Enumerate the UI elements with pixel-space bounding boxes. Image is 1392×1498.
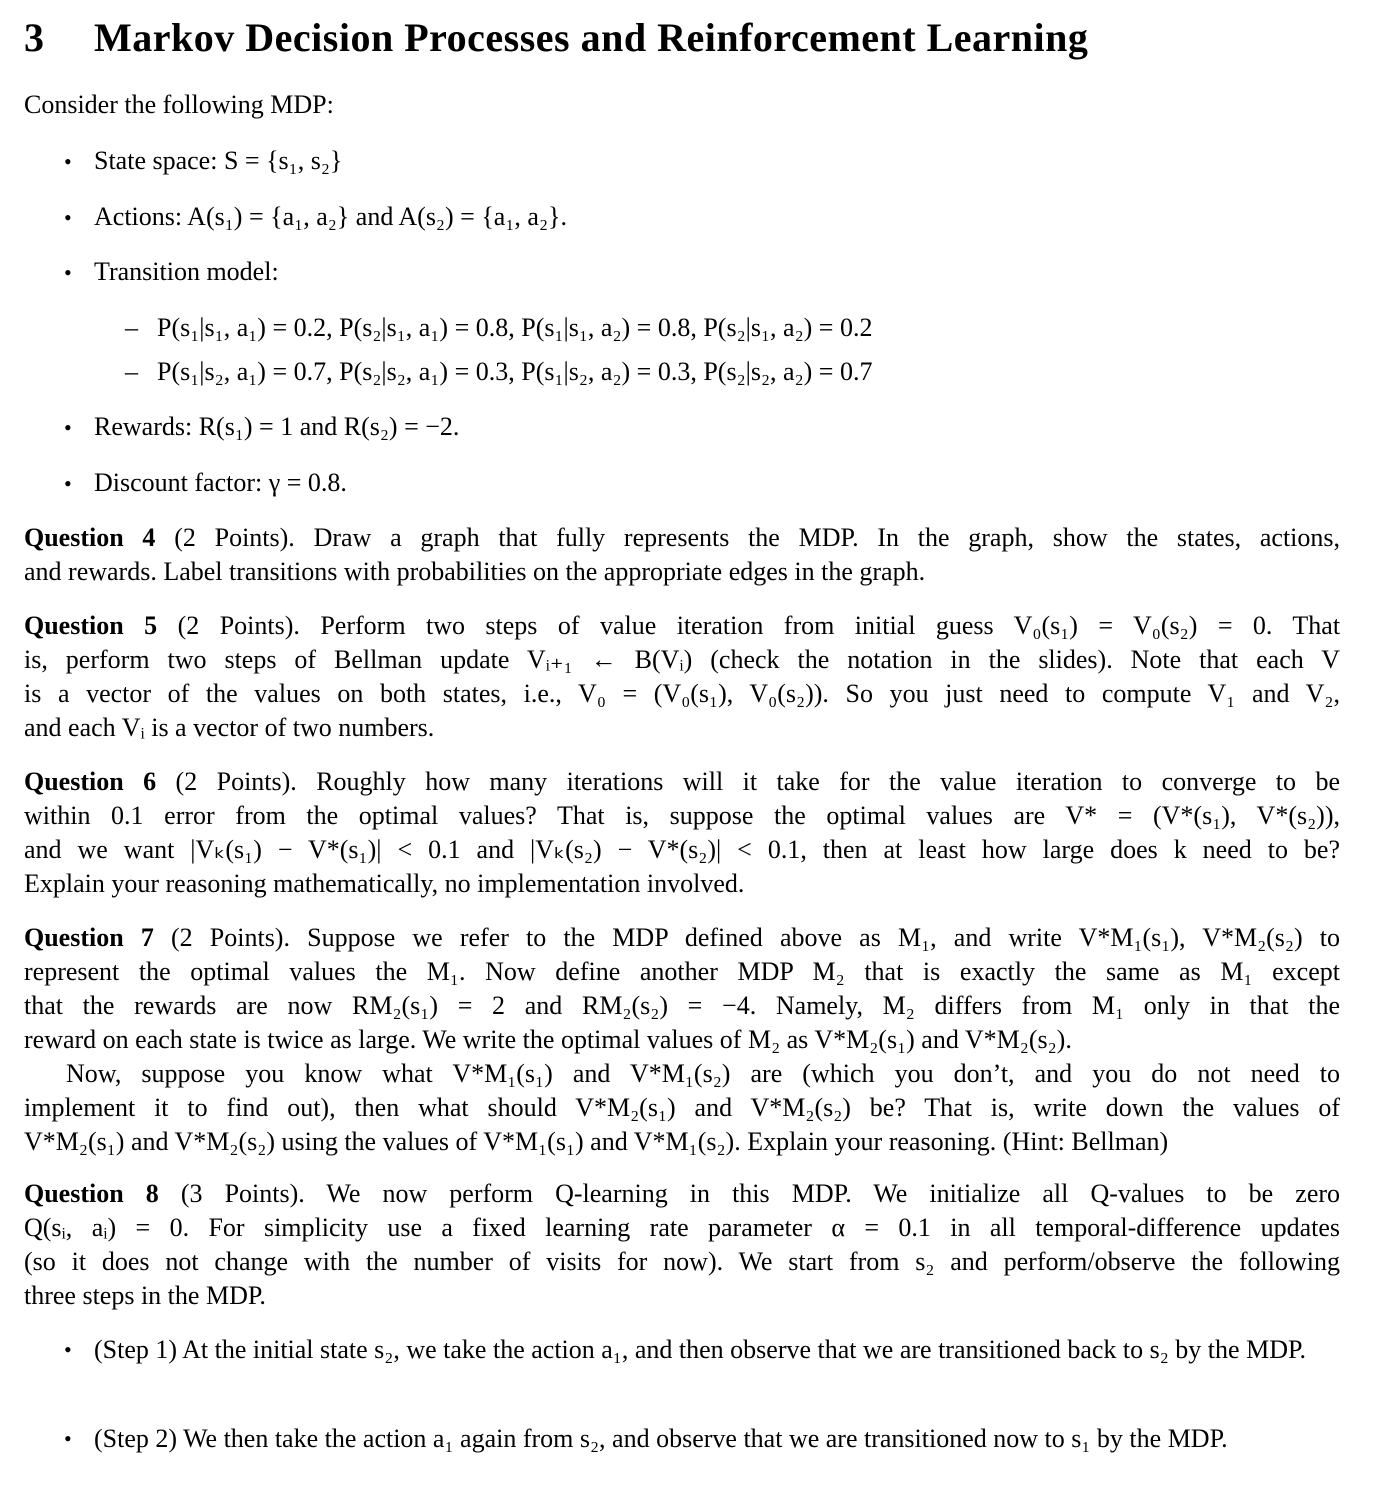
question-5	[24, 609, 1340, 745]
section-title: Markov Decision Processes and Reinforcement Learning	[94, 15, 1089, 60]
mdp-item-label: State space: S = {s₁, s₂}	[94, 146, 343, 175]
transition-text: P(s₁|s₁, a₁) = 0.2, P(s₂|s₁, a₁) = 0.8, P(s₁|s₁, a₂) = 0.8, P(s₂|s₁, a₂) = 0.2	[157, 313, 873, 342]
question-heading: Question 4	[24, 523, 156, 552]
question-points: (2 Points).	[170, 923, 290, 952]
transition-text: P(s₁|s₂, a₁) = 0.7, P(s₂|s₂, a₁) = 0.3, P(s₁|s₂, a₂) = 0.3, P(s₂|s₂, a₂) = 0.7	[157, 357, 873, 386]
step-item	[64, 1333, 1340, 1367]
question-line: three steps in the MDP.	[24, 1281, 266, 1310]
question-line: Q(sᵢ, aᵢ) = 0. For simplicity use a fixed learning rate parameter α = 0.1 in all temporal-difference updates	[24, 1213, 1340, 1242]
question-points: (2 Points).	[177, 611, 300, 640]
question-line	[24, 921, 1340, 955]
mdp-item-actions	[64, 200, 567, 235]
question-line: is a vector of the values on both states, i.e., V₀ = (V₀(s₁), V₀(s₂)). So you just need to compute V₁ and V₂,	[24, 679, 1340, 708]
bullet-icon: •	[64, 149, 72, 174]
step-text: (Step 2) We then take the action a₁ again from s₂, and observe that we are transitioned now to s₁ by the MDP.	[94, 1424, 1228, 1453]
question-heading: Question 6	[24, 767, 157, 796]
question-line: (so it does not change with the number of visits for now). We start from s₂ and perform/observe the following	[24, 1247, 1340, 1276]
question-line: implement it to find out), then what should V*M₂(s₁) and V*M₂(s₂) be? That is, write down the values of	[24, 1093, 1340, 1122]
question-line	[24, 609, 1340, 643]
mdp-item-state-space	[64, 144, 342, 179]
question-heading: Question 7	[24, 923, 154, 952]
question-line	[24, 765, 1340, 799]
step-text: (Step 1) At the initial state s₂, we take the action a₁, and then observe that we are transitioned back to s₂ by the MDP.	[94, 1335, 1307, 1364]
transition-line	[125, 355, 872, 389]
transition-line	[125, 311, 872, 345]
bullet-icon: •	[64, 1426, 72, 1451]
question-line: within 0.1 error from the optimal values? That is, suppose the optimal values are V* = (V*(s₁), V*(s₂)),	[24, 801, 1340, 830]
question-line: and rewards. Label transitions with probabilities on the appropriate edges in the graph.	[24, 557, 926, 586]
question-line	[24, 521, 1340, 555]
bullet-icon: •	[64, 260, 72, 285]
question-points: (3 Points).	[180, 1179, 305, 1208]
step-item	[64, 1422, 1340, 1456]
question-line	[24, 1177, 1340, 1211]
question-line: represent the optimal values the M₁. Now define another MDP M₂ that is exactly the same as M₁ except	[24, 957, 1340, 986]
intro-text: Consider the following MDP:	[24, 90, 334, 119]
question-line: and we want |Vₖ(s₁) − V*(s₁)| < 0.1 and |Vₖ(s₂) − V*(s₂)| < 0.1, then at least how large does k need to be?	[24, 835, 1340, 864]
question-line: Now, suppose you know what V*M₁(s₁) and V*M₁(s₂) are (which you don’t, and you do not need to	[66, 1059, 1340, 1088]
question-line: reward on each state is twice as large. We write the optimal values of M₂ as V*M₂(s₁) and V*M₂(s₂).	[24, 1025, 1072, 1054]
dash-icon: –	[125, 313, 138, 342]
question-points: (2 Points).	[174, 523, 295, 552]
question-7	[24, 921, 1340, 1159]
question-points: (2 Points).	[175, 767, 297, 796]
mdp-item-label: Rewards: R(s₁) = 1 and R(s₂) = −2.	[94, 412, 460, 441]
section-heading	[24, 14, 1088, 61]
mdp-item-transition-model	[64, 255, 279, 290]
bullet-icon: •	[64, 471, 72, 496]
question-heading: Question 8	[24, 1179, 159, 1208]
bullet-icon: •	[64, 415, 72, 440]
question-text: Draw a graph that fully represents the MDP. In the graph, show the states, actions,	[313, 523, 1341, 552]
dash-icon: –	[125, 357, 138, 386]
bullet-icon: •	[64, 205, 72, 230]
question-4	[24, 521, 1340, 589]
question-text: Roughly how many iterations will it take for the value iteration to converge to be	[316, 767, 1340, 796]
question-heading: Question 5	[24, 611, 158, 640]
mdp-item-label: Actions: A(s₁) = {a₁, a₂} and A(s₂) = {a₁, a₂}.	[94, 202, 567, 231]
section-number: 3	[24, 15, 45, 60]
question-text: We now perform Q-learning in this MDP. We initialize all Q-values to be zero	[326, 1179, 1341, 1208]
question-8	[24, 1177, 1340, 1313]
mdp-item-discount	[64, 466, 347, 501]
question-text: Suppose we refer to the MDP defined above as M₁, and write V*M₁(s₁), V*M₂(s₂) to	[307, 923, 1341, 952]
bullet-icon: •	[64, 1337, 72, 1362]
question-line: V*M₂(s₁) and V*M₂(s₂) using the values of V*M₁(s₁) and V*M₁(s₂). Explain your reasoning. (Hint: Bellman)	[24, 1127, 1169, 1156]
question-line: is, perform two steps of Bellman update Vᵢ₊₁ ← B(Vᵢ) (check the notation in the slides). Note that each V	[24, 645, 1340, 674]
question-6	[24, 765, 1340, 901]
question-text: Perform two steps of value iteration from initial guess V₀(s₁) = V₀(s₂) = 0. That	[320, 611, 1341, 640]
question-line: Explain your reasoning mathematically, no implementation involved.	[24, 869, 745, 898]
mdp-item-rewards	[64, 410, 459, 445]
mdp-item-label: Transition model:	[94, 257, 279, 286]
mdp-item-label: Discount factor: γ = 0.8.	[94, 468, 347, 497]
question-line: and each Vᵢ is a vector of two numbers.	[24, 713, 435, 742]
question-line: that the rewards are now RM₂(s₁) = 2 and RM₂(s₂) = −4. Namely, M₂ differs from M₁ only in that the	[24, 991, 1340, 1020]
